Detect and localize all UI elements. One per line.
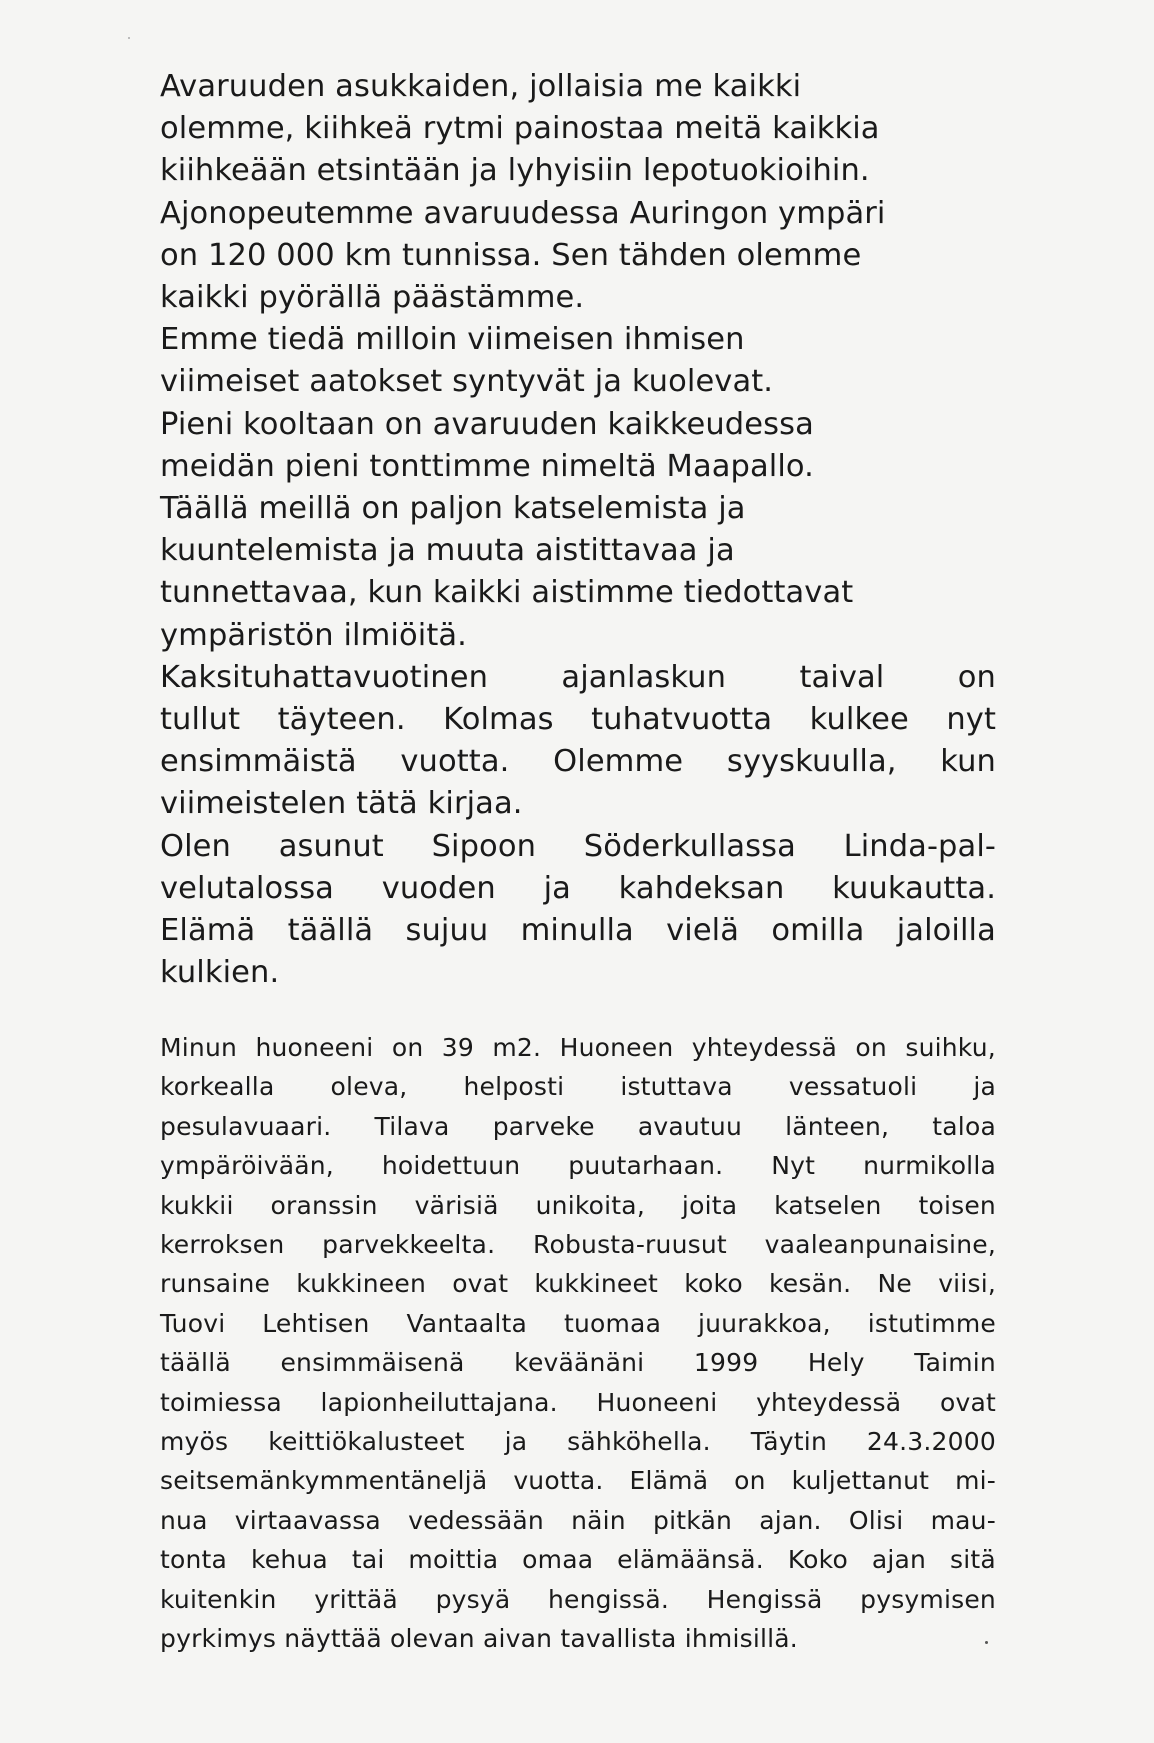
- word: Ne: [877, 1269, 912, 1299]
- word: ajan.: [759, 1505, 822, 1535]
- word: puutarhaan.: [568, 1151, 724, 1181]
- word: juurakkoa,: [697, 1308, 831, 1338]
- word: ajan: [871, 1545, 927, 1575]
- word: Nyt: [771, 1151, 816, 1181]
- text-line: [160, 910, 996, 952]
- word: on: [957, 659, 996, 695]
- text-line: Emme tiedä milloin viimeisen ihmisen: [160, 322, 745, 358]
- word: Kaksituhattavuotinen: [160, 659, 488, 695]
- word: taloa: [932, 1111, 996, 1141]
- word: sitä: [949, 1545, 996, 1575]
- word: kulkee: [809, 702, 909, 738]
- word: Tilava: [374, 1111, 450, 1141]
- text-line: [160, 657, 996, 699]
- word: omilla: [771, 913, 865, 949]
- text-line: [160, 1146, 996, 1185]
- word: 24.3.2000: [866, 1427, 996, 1457]
- text-line: [160, 1461, 996, 1500]
- word: pesulavuaari.: [160, 1111, 332, 1141]
- word: ajanlaskun: [561, 659, 727, 695]
- small-print-passage: [160, 1028, 996, 1659]
- word: ovat: [939, 1387, 996, 1417]
- word: istutimme: [867, 1308, 996, 1338]
- word: katselen: [774, 1190, 882, 1220]
- word: runsaine: [160, 1269, 271, 1299]
- word: toisen: [918, 1190, 996, 1220]
- word: on: [734, 1466, 766, 1496]
- word: Söderkullassa: [583, 828, 796, 864]
- word: keittiökalusteet: [268, 1427, 465, 1457]
- word: oranssin: [270, 1190, 378, 1220]
- text-line: Avaruuden asukkaiden, jollaisia me kaikki: [160, 69, 802, 104]
- word: korkealla: [160, 1072, 275, 1102]
- text-line: [160, 1343, 996, 1382]
- word: ympäröivään,: [160, 1151, 334, 1181]
- text-line: Pieni kooltaan on avaruuden kaikkeudessa: [160, 406, 814, 442]
- text-line: viimeiset aatokset syntyvät ja kuolevat.: [160, 364, 774, 400]
- word: vaaleanpunaisine,: [764, 1230, 996, 1260]
- word: nua: [160, 1505, 208, 1535]
- word: Huoneeni: [596, 1387, 718, 1417]
- word: pysyä: [435, 1584, 511, 1614]
- word: huoneeni: [255, 1033, 374, 1062]
- text-line: [160, 741, 996, 783]
- word: taival: [799, 659, 885, 695]
- word: sähköhella.: [567, 1427, 711, 1457]
- text-line: [160, 1304, 996, 1343]
- word: kahdeksan: [618, 870, 785, 906]
- word: Täytin: [750, 1427, 827, 1457]
- text-line: kaikki pyörällä päästämme.: [160, 280, 585, 316]
- word: länteen,: [785, 1111, 890, 1141]
- word: syyskuulla,: [726, 744, 897, 780]
- word: yhteydessä: [756, 1387, 902, 1417]
- text-line: [160, 699, 996, 741]
- word: nurmikolla: [863, 1151, 996, 1181]
- word: Olisi: [848, 1505, 904, 1535]
- word: täällä: [287, 913, 374, 949]
- word: kukkineet: [534, 1269, 659, 1299]
- word: tullut: [160, 702, 241, 738]
- text-line: Täällä meillä on paljon katselemista ja: [160, 491, 746, 527]
- text-line: on 120 000 km tunnissa. Sen tähden olemme: [160, 237, 862, 273]
- paper-speck: [985, 1641, 988, 1644]
- word: 1999: [693, 1348, 759, 1378]
- word: Taimin: [914, 1348, 996, 1378]
- word: Sipoon: [431, 828, 537, 864]
- text-line: [160, 868, 996, 910]
- text-line: Ajonopeutemme avaruudessa Auringon ympäri: [160, 195, 886, 231]
- word: täyteen.: [277, 702, 406, 738]
- word: istuttava: [620, 1072, 733, 1102]
- text-line: [160, 1028, 996, 1067]
- word: vuotta.: [400, 744, 510, 780]
- word: myös: [160, 1427, 229, 1457]
- word: kuukautta.: [832, 870, 996, 906]
- text-line: tunnettavaa, kun kaikki aistimme tiedottavat: [160, 575, 854, 611]
- word: Koko: [787, 1545, 848, 1575]
- word: parveke: [492, 1111, 595, 1141]
- word: tuomaa: [563, 1308, 662, 1338]
- text-line: [160, 1580, 996, 1619]
- text-line: [160, 1501, 996, 1540]
- text-line: [160, 1383, 996, 1422]
- word: vuotta.: [513, 1466, 604, 1496]
- word: ensimmäisenä: [280, 1348, 465, 1378]
- text-line: [160, 1264, 996, 1303]
- word: vedessään: [408, 1505, 544, 1535]
- word: avautuu: [637, 1111, 742, 1141]
- word: yrittää: [314, 1584, 398, 1614]
- word: Hely: [807, 1348, 865, 1378]
- word: minulla: [520, 913, 634, 949]
- word: jaloilla: [896, 913, 996, 949]
- word: vielä: [666, 913, 740, 949]
- text-line: [160, 1540, 996, 1579]
- word: velutalossa: [160, 870, 334, 906]
- word: seitsemänkymmentäneljä: [160, 1466, 488, 1496]
- word: suihku,: [905, 1033, 996, 1062]
- word: nyt: [946, 702, 996, 738]
- word: Huoneen: [559, 1033, 674, 1062]
- text-line: [160, 1067, 996, 1106]
- word: keväänäni: [514, 1348, 645, 1378]
- word: ja: [543, 870, 571, 906]
- text-line: kulkien.: [160, 955, 280, 991]
- word: pysymisen: [860, 1584, 996, 1614]
- word: tonta: [160, 1545, 228, 1575]
- word: ensimmäistä: [160, 744, 357, 780]
- word: parvekkeelta.: [322, 1230, 496, 1260]
- word: kukkineen: [296, 1269, 426, 1299]
- word: Robusta-ruusut: [533, 1230, 727, 1260]
- word: Hengissä: [706, 1584, 823, 1614]
- word: toimiessa: [160, 1387, 282, 1417]
- text-line: [160, 1107, 996, 1146]
- word: m2.: [492, 1033, 542, 1062]
- word: Lehtisen: [262, 1308, 370, 1338]
- word: ovat: [452, 1269, 509, 1299]
- word: vuoden: [381, 870, 496, 906]
- word: tuhatvuotta: [591, 702, 773, 738]
- text-line: olemme, kiihkeä rytmi painostaa meitä kaikkia: [160, 111, 880, 147]
- text-line: [160, 1186, 996, 1225]
- word: värisiä: [414, 1190, 499, 1220]
- word: lapionheiluttajana.: [320, 1387, 558, 1417]
- word: yhteydessä: [691, 1033, 838, 1062]
- word: kun: [940, 744, 996, 780]
- word: virtaavassa: [234, 1505, 381, 1535]
- word: Linda-pal-: [843, 828, 996, 864]
- word: 39: [441, 1033, 474, 1062]
- text-line: kuuntelemista ja muuta aistittavaa ja: [160, 533, 735, 569]
- word: kehua: [250, 1545, 328, 1575]
- text-line: viimeistelen tätä kirjaa.: [160, 786, 523, 822]
- word: helposti: [463, 1072, 565, 1102]
- word: hengissä.: [548, 1584, 670, 1614]
- word: on: [391, 1033, 424, 1062]
- word: moittia: [408, 1545, 499, 1575]
- word: ja: [504, 1427, 528, 1457]
- word: asunut: [278, 828, 384, 864]
- word: elämäänsä.: [617, 1545, 764, 1575]
- word: sujuu: [405, 913, 489, 949]
- word: unikoita,: [535, 1190, 645, 1220]
- word: vessatuoli: [788, 1072, 918, 1102]
- word: viisi,: [938, 1269, 996, 1299]
- word: Vantaalta: [406, 1308, 528, 1338]
- text-line: [160, 1225, 996, 1264]
- word: Minun: [160, 1033, 238, 1062]
- word: oleva,: [330, 1072, 408, 1102]
- word: Olen: [160, 828, 231, 864]
- large-print-passage: [160, 66, 996, 994]
- text-line: [160, 826, 996, 868]
- word: mi-: [955, 1466, 996, 1496]
- word: mau-: [930, 1505, 996, 1535]
- word: kerroksen: [160, 1230, 285, 1260]
- text-line: meidän pieni tonttimme nimeltä Maapallo.: [160, 448, 814, 484]
- text-line: pyrkimys näyttää olevan aivan tavallista ihmisillä.: [160, 1624, 798, 1654]
- word: koko: [684, 1269, 743, 1299]
- word: Elämä: [160, 913, 256, 949]
- text-line: [160, 1422, 996, 1461]
- paper-speck: [128, 37, 130, 39]
- word: hoidettuun: [381, 1151, 521, 1181]
- word: joita: [681, 1190, 738, 1220]
- word: Tuovi: [160, 1308, 226, 1338]
- word: Olemme: [553, 744, 684, 780]
- word: Kolmas: [443, 702, 554, 738]
- word: pitkän: [653, 1505, 733, 1535]
- word: ja: [973, 1072, 996, 1102]
- word: omaa: [522, 1545, 594, 1575]
- word: kuitenkin: [160, 1584, 277, 1614]
- word: täällä: [160, 1348, 231, 1378]
- word: kesän.: [769, 1269, 852, 1299]
- word: Elämä: [629, 1466, 709, 1496]
- word: kuljettanut: [791, 1466, 930, 1496]
- word: on: [855, 1033, 887, 1062]
- word: näin: [571, 1505, 626, 1535]
- word: tai: [351, 1545, 385, 1575]
- word: kukkii: [160, 1190, 234, 1220]
- text-line: kiihkeään etsintään ja lyhyisiin lepotuokioihin.: [160, 153, 870, 189]
- text-line: ympäristön ilmiöitä.: [160, 617, 467, 653]
